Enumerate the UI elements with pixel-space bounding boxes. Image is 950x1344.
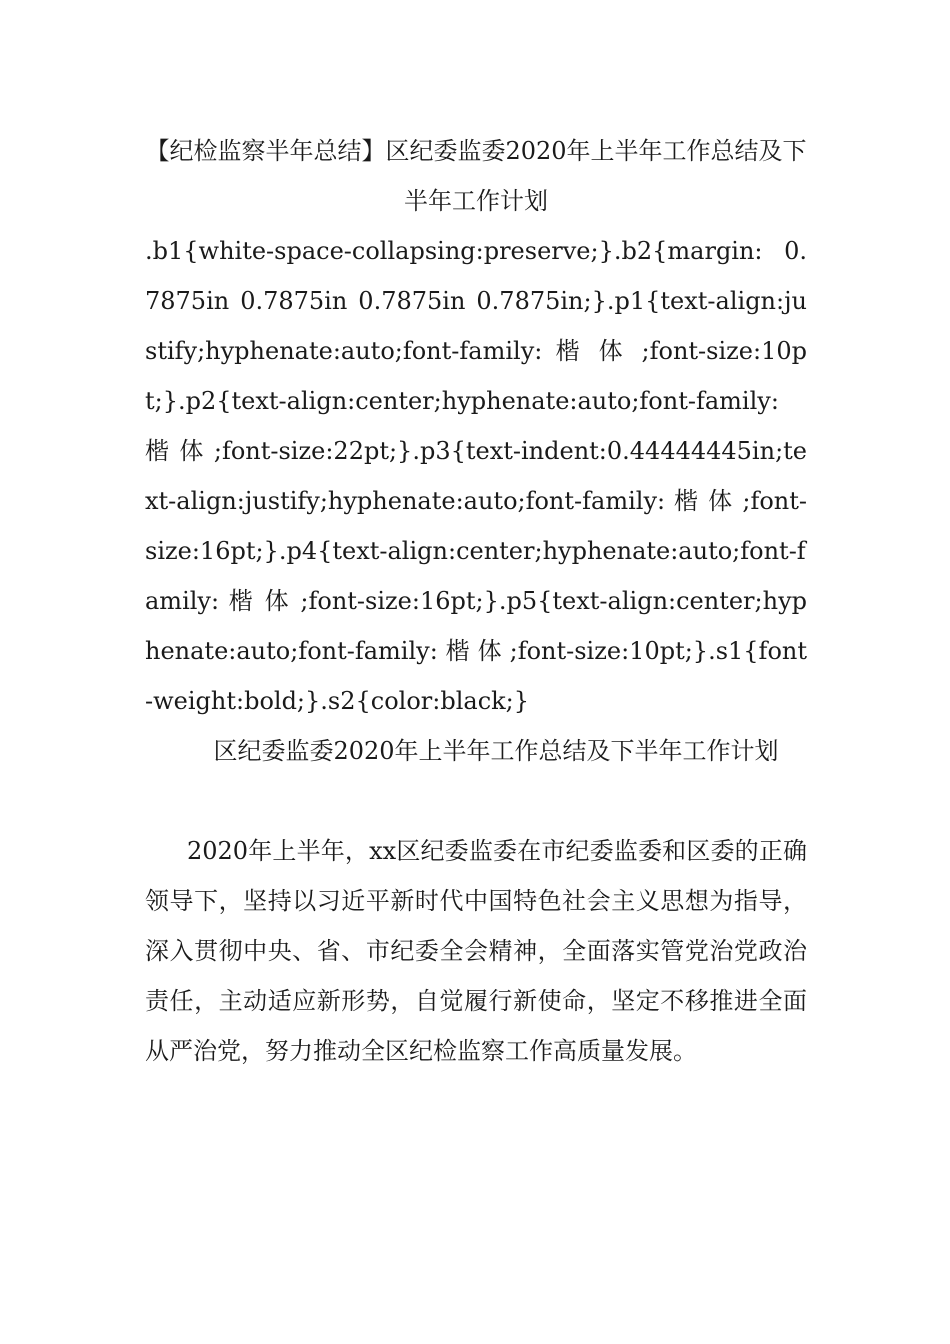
document-title: 【纪检监察半年总结】区纪委监委2020年上半年工作总结及下半年工作计划	[145, 137, 807, 215]
document-subtitle: 区纪委监委2020年上半年工作总结及下半年工作计划	[213, 737, 779, 765]
document-page	[145, 126, 807, 1076]
css-style-text: .b1{white-space-collapsing:preserve;}.b2{margin: 0.7875in 0.7875in 0.7875in 0.7875in;}.p1{text-align:justify;hyphenate:auto;font-family: 楷 体 ;font-size:10pt;}.p2{text-align:center;hyphenate:auto;font-family: 楷 体 ;font-size:22pt;}.p3{text-indent:0.44444445in;text-align:justify;hyphenate:auto;font-family: 楷 体 ;font-size:16pt;}.p4{text-align:center;hyphenate:auto;font-family: 楷 体 ;font-size:16pt;}.p5{text-align:center;hyphenate:auto;font-family: 楷 体 ;font-size:10pt;}.s1{font-weight:bold;}.s2{color:black;}	[145, 237, 807, 715]
blank-line	[145, 776, 807, 826]
body-paragraph: 2020年上半年，xx区纪委监委在市纪委监委和区委的正确领导下，坚持以习近平新时代中国特色社会主义思想为指导，深入贯彻中央、省、市纪委全会精神，全面落实管党治党政治责任，主动适应新形势，自觉履行新使命，坚定不移推进全面从严治党，努力推动全区纪检监察工作高质量发展。	[145, 837, 807, 1065]
